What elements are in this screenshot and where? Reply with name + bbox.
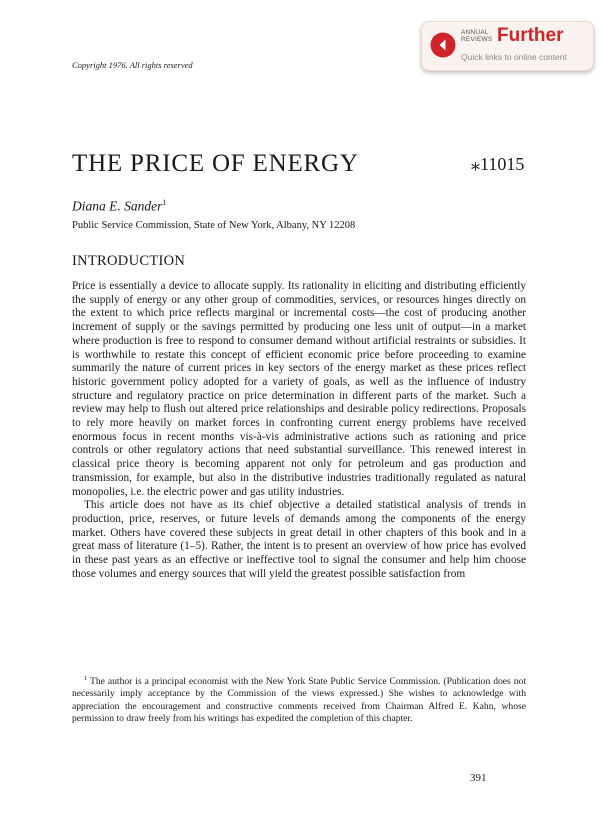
copyright-notice: Copyright 1976. All rights reserved <box>72 60 193 70</box>
article-code: ⁎11015 <box>471 154 525 174</box>
body-paragraph: Price is essentially a device to allocate supply. Its rationality in eliciting and distributing efficiently the supply of energy or any other group of commodities, services, or resources hinges directly on the extent to which price reflects marginal or incremental costs—the cost of producing another increment of supply or the savings permitted by producing one less unit of output—in a market where production is free to respond to consumer demand without artificial restraints or subsidies. It is worthwhile to restate this concept of efficient economic price before proceeding to examine summarily the nature of current prices in key sectors of the energy market as these prices reflect historic government policy adopted for a variety of goals, as well as the influence of industry structure and regulatory practice on price determination in different parts of the market. Such a review may help to flush out altered price relationships and desirable policy redirections. Proposals to rely more heavily on market forces in confronting current energy problems have received enormous focus in recent months vis-à-vis administrative actions such as rationing and price controls or other regulatory actions that need substantial surveillance. This renewed interest in classical price theory is becoming apparent not only for petroleum and gas production and transmission, for example, but also in the distributive industries traditionally regulated as natural monopolies, i.e. the electric power and gas utility industries. <box>72 280 526 498</box>
article-title: THE PRICE OF ENERGY <box>72 150 359 177</box>
further-quick-links-badge[interactable] <box>421 21 594 71</box>
badge-reviews-label: REVIEWS <box>461 36 493 43</box>
back-arrow-circle-icon <box>430 32 456 58</box>
badge-annual-label: ANNUAL <box>461 29 489 36</box>
article-body <box>72 280 526 581</box>
author-affiliation: Public Service Commission, State of New York, Albany, NY 12208 <box>72 220 356 231</box>
page-number: 391 <box>470 772 487 784</box>
body-paragraph: This article does not have as its chief objective a detailed statistical analysis of trends in production, price, reserves, or future levels of demands among the components of the energy market. Others have covered these subjects in great detail in other chapters of this book and in a great mass of literature (1–5). Rather, the intent is to present an overview of how price has evolved in these past years as an effective or ineffective tool to signal the consumer and help him choose those volumes and energy sources that will yield the greatest possible satisfaction from <box>72 499 526 580</box>
section-heading: INTRODUCTION <box>72 253 186 269</box>
badge-quick-links-label[interactable]: Quick links to online content <box>461 52 567 62</box>
badge-publisher <box>461 29 492 43</box>
footnote-mark: 1 <box>84 675 88 682</box>
author-line <box>72 198 166 215</box>
footnote-text: The author is a principal economist with the New York State Public Service Commission. (Publication does not necessarily imply acceptance by the Commission of the views expressed.) She wishes to acknowledge with appreciation the encouragement and constructive comments received from Chairman Alfred E. Kahn, whose permission to draw freely from his writings has expedited the completion of this chapter. <box>72 676 526 724</box>
badge-further-label: Further <box>497 25 564 46</box>
footnote <box>72 673 526 725</box>
author-name: Diana E. Sander <box>72 198 163 214</box>
author-footnote-mark: 1 <box>162 198 167 207</box>
